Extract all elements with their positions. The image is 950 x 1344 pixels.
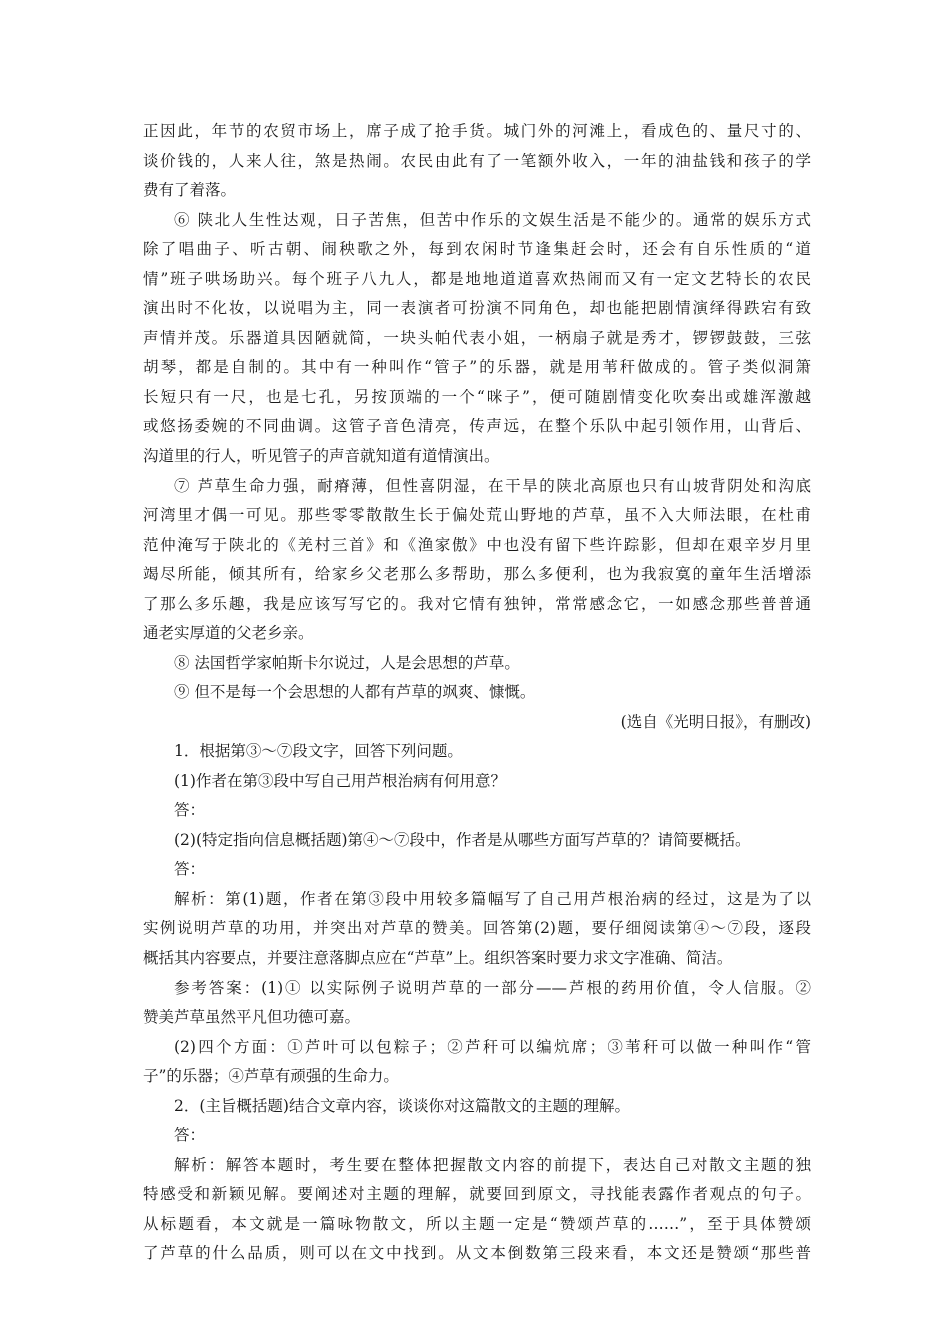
analysis-line: 解析：第(1)题，作者在第③段中用较多篇幅写了自己用芦根治病的经过，这是为了以 <box>174 890 811 908</box>
text-line: 正因此，年节的农贸市场上，席子成了抢手货。城门外的河滩上，看成色的、量尺寸的、 <box>143 122 811 140</box>
text-line: 竭尽所能，倾其所有，给家乡父老那么多帮助，那么多便利，也为我寂寞的童年生活增添 <box>143 565 811 583</box>
question-1: 1．根据第③～⑦段文字，回答下列问题。 <box>174 742 463 760</box>
text-line: 特感受和新颖见解。要阐述对主题的理解，就要回到原文，寻找能表露作者观点的句子。 <box>143 1185 811 1203</box>
question-1-part-2: (2)(特定指向信息概括题)第④～⑦段中，作者是从哪些方面写芦草的？请简要概括。 <box>174 831 751 849</box>
text-line: 河湾里才偶一可见。那些零零散散生长于偏处荒山野地的芦草，虽不入大师法眼，在杜甫 <box>143 506 811 524</box>
source-note: (选自《光明日报》，有删改) <box>620 713 811 731</box>
paragraph-8-line: ⑧ 法国哲学家帕斯卡尔说过，人是会思想的芦草。 <box>174 654 520 672</box>
text-line: 概括其内容要点，并要注意落脚点应在“芦草”上。组织答案时要力求文字准确、简洁。 <box>143 949 733 967</box>
question-2: 2．(主旨概括题)结合文章内容，谈谈你对这篇散文的主题的理解。 <box>174 1097 630 1115</box>
paragraph-9-line: ⑨ 但不是每一个会思想的人都有芦草的飒爽、慷慨。 <box>174 683 536 701</box>
paragraph-7-line: ⑦ 芦草生命力强，耐瘠薄，但性喜阴湿，在干旱的陕北高原也只有山坡背阴处和沟底 <box>174 477 811 495</box>
question-1-part-1: (1)作者在第③段中写自己用芦根治病有何用意？ <box>174 772 506 790</box>
paragraph-6-line: ⑥ 陕北人生性达观，日子苦焦，但苦中作乐的文娱生活是不能少的。通常的娱乐方式 <box>174 211 811 229</box>
text-line: 长短只有一尺，也是七孔，另按顶端的一个“咪子”，便可随剧情变化吹奏出或雄浑激越 <box>143 388 811 406</box>
text-line: 了那么多乐趣，我是应该写写它的。我对它情有独钟，常常感念它，一如感念那些普普通 <box>143 595 811 613</box>
text-line: 赞美芦草虽然平凡但功德可嘉。 <box>143 1008 361 1026</box>
text-line: 演出时不化妆，以说唱为主，同一表演者可扮演不同角色，却也能把剧情演绎得跌宕有致 <box>143 299 811 317</box>
answer-label: 答： <box>174 801 206 819</box>
text-line: 情”班子哄场助兴。每个班子八九人，都是地地道道喜欢热闹而又有一定文艺特长的农民 <box>143 270 811 288</box>
text-line: 沟道里的行人，听见管子的声音就知道有道情演出。 <box>143 447 500 465</box>
reference-answer-line: (2)四个方面：①芦叶可以包粽子；②芦秆可以编炕席；③苇秆可以做一种叫作“管 <box>174 1038 811 1056</box>
text-line: 除了唱曲子、听古朝、闹秧歌之外，每到农闲时节逢集赶会时，还会有自乐性质的“道 <box>143 240 811 258</box>
text-line: 声情并茂。乐器道具因陋就简，一块头帕代表小姐，一柄扇子就是秀才，锣锣鼓鼓，三弦 <box>143 329 811 347</box>
text-line: 谈价钱的，人来人往，煞是热闹。农民由此有了一笔额外收入，一年的油盐钱和孩子的学 <box>143 152 811 170</box>
text-line: 范仲淹写于陕北的《羌村三首》和《渔家傲》中也没有留下些许踪影，但却在艰辛岁月里 <box>143 536 811 554</box>
analysis-line: 解析：解答本题时，考生要在整体把握散文内容的前提下，表达自己对散文主题的独 <box>174 1156 811 1174</box>
text-line: 了芦草的什么品质，则可以在文中找到。从文本倒数第三段来看，本文还是赞颂“那些普 <box>143 1244 811 1262</box>
text-line: 或悠扬委婉的不同曲调。这管子音色清亮，传声远，在整个乐队中起引领作用，山背后、 <box>143 417 811 435</box>
text-line: 子”的乐器；④芦草有顽强的生命力。 <box>143 1067 399 1085</box>
answer-label: 答： <box>174 1126 206 1144</box>
text-line: 费有了着落。 <box>143 181 237 199</box>
reference-answer-line: 参考答案：(1)① 以实际例子说明芦草的一部分——芦根的药用价值，令人信服。② <box>174 979 811 997</box>
text-line: 通老实厚道的父老乡亲。 <box>143 624 314 642</box>
text-line: 胡琴，都是自制的。其中有一种叫作“管子”的乐器，就是用苇秆做成的。管子类似洞箫 <box>143 358 811 376</box>
text-line: 实例说明芦草的功用，并突出对芦草的赞美。回答第(2)题，要仔细阅读第④～⑦段，逐段 <box>143 919 811 937</box>
text-line: 从标题看，本文就是一篇咏物散文，所以主题一定是“赞颂芦草的……”，至于具体赞颂 <box>143 1215 811 1233</box>
answer-label: 答： <box>174 860 206 878</box>
